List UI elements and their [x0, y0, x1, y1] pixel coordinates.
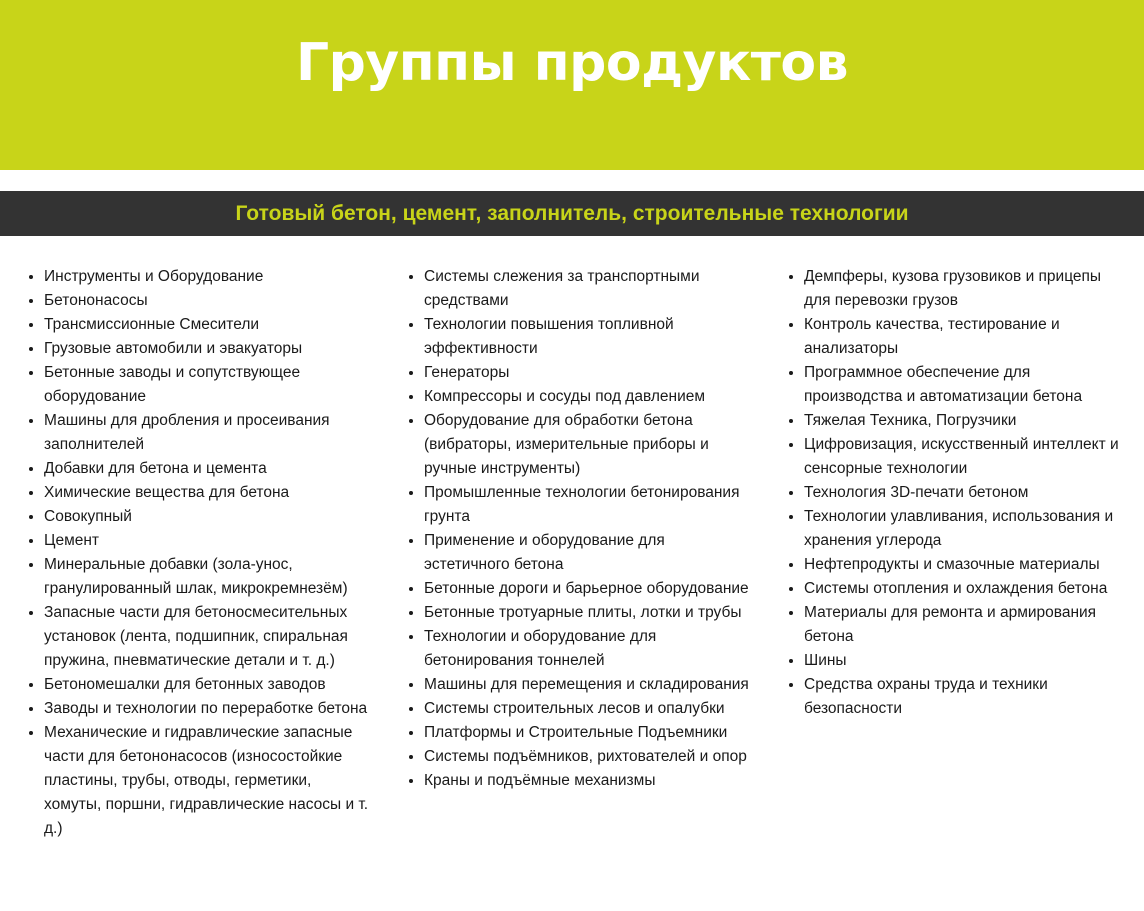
product-group-item[interactable]: • Системы строительных лесов и опалубки [424, 697, 750, 721]
product-group-item[interactable]: • Средства охраны труда и техники безопасности [804, 673, 1130, 721]
product-group-item[interactable]: • Бетонные заводы и сопутствующее оборудование [44, 361, 370, 409]
product-group-item[interactable]: • Краны и подъёмные механизмы [424, 769, 750, 793]
section-header [0, 191, 1144, 236]
product-group-item[interactable]: • Тяжелая Техника, Погрузчики [804, 409, 1130, 433]
page-title: Группы продуктов [295, 33, 849, 93]
product-group-item[interactable]: • Бетонные дороги и барьерное оборудование [424, 577, 750, 601]
product-group-item[interactable]: • Системы слежения за транспортными средствами [424, 265, 750, 313]
product-group-item[interactable]: • Трансмиссионные Смесители [44, 313, 370, 337]
product-group-item[interactable]: • Механические и гидравлические запасные части для бетононасосов (износостойкие пластины, трубы, отводы, герметики, хомуты, поршни, гидравлические насосы и т. д.) [44, 721, 370, 841]
product-group-item[interactable]: • Применение и оборудование для эстетичного бетона [424, 529, 750, 577]
product-group-item[interactable]: • Системы отопления и охлаждения бетона [804, 577, 1130, 601]
product-group-item[interactable]: • Контроль качества, тестирование и анализаторы [804, 313, 1130, 361]
product-group-item[interactable]: • Шины [804, 649, 1130, 673]
product-group-item[interactable]: • Оборудование для обработки бетона (вибраторы, измерительные приборы и ручные инструменты) [424, 409, 750, 481]
product-group-item[interactable]: • Компрессоры и сосуды под давлением [424, 385, 750, 409]
product-group-item[interactable]: • Машины для дробления и просеивания заполнителей [44, 409, 370, 457]
product-group-item[interactable]: • Запасные части для бетоносмесительных установок (лента, подшипник, спиральная пружина, пневматические детали и т. д.) [44, 601, 370, 673]
product-group-item[interactable]: • Бетономешалки для бетонных заводов [44, 673, 370, 697]
product-group-item[interactable]: • Промышленные технологии бетонирования грунта [424, 481, 750, 529]
product-group-item[interactable]: • Демпферы, кузова грузовиков и прицепы для перевозки грузов [804, 265, 1130, 313]
product-group-item[interactable]: • Платформы и Строительные Подъемники [424, 721, 750, 745]
product-list-column-3 [788, 265, 1130, 721]
product-group-item[interactable]: • Материалы для ремонта и армирования бетона [804, 601, 1130, 649]
product-group-item[interactable]: • Программное обеспечение для производства и автоматизации бетона [804, 361, 1130, 409]
product-group-item[interactable]: • Химические вещества для бетона [44, 481, 370, 505]
product-group-item[interactable]: • Добавки для бетона и цемента [44, 457, 370, 481]
product-group-item[interactable]: • Инструменты и Оборудование [44, 265, 370, 289]
product-group-item[interactable]: • Заводы и технологии по переработке бетона [44, 697, 370, 721]
product-group-item[interactable]: • Бетононасосы [44, 289, 370, 313]
product-group-item[interactable]: • Технология 3D-печати бетоном [804, 481, 1130, 505]
product-group-item[interactable]: • Машины для перемещения и складирования [424, 673, 750, 697]
product-group-item[interactable]: • Системы подъёмников, рихтователей и опор [424, 745, 750, 769]
product-group-item[interactable]: • Технологии повышения топливной эффективности [424, 313, 750, 361]
product-group-item[interactable]: • Технологии и оборудование для бетонирования тоннелей [424, 625, 750, 673]
product-group-item[interactable]: • Нефтепродукты и смазочные материалы [804, 553, 1130, 577]
product-group-item[interactable]: • Технологии улавливания, использования и хранения углерода [804, 505, 1130, 553]
section-title: Готовый бетон, цемент, заполнитель, строительные технологии [235, 201, 909, 225]
product-group-item[interactable]: • Грузовые автомобили и эвакуаторы [44, 337, 370, 361]
product-group-item[interactable]: • Цифровизация, искусственный интеллект и сенсорные технологии [804, 433, 1130, 481]
product-group-item[interactable]: • Минеральные добавки (зола-унос, гранулированный шлак, микрокремнезём) [44, 553, 370, 601]
product-group-item[interactable]: • Цемент [44, 529, 370, 553]
product-group-item[interactable]: • Бетонные тротуарные плиты, лотки и трубы [424, 601, 750, 625]
page-header [0, 0, 1144, 170]
product-list-column-2 [408, 265, 750, 793]
product-group-item[interactable]: • Совокупный [44, 505, 370, 529]
product-group-item[interactable]: • Генераторы [424, 361, 750, 385]
product-list-column-1 [28, 265, 370, 841]
